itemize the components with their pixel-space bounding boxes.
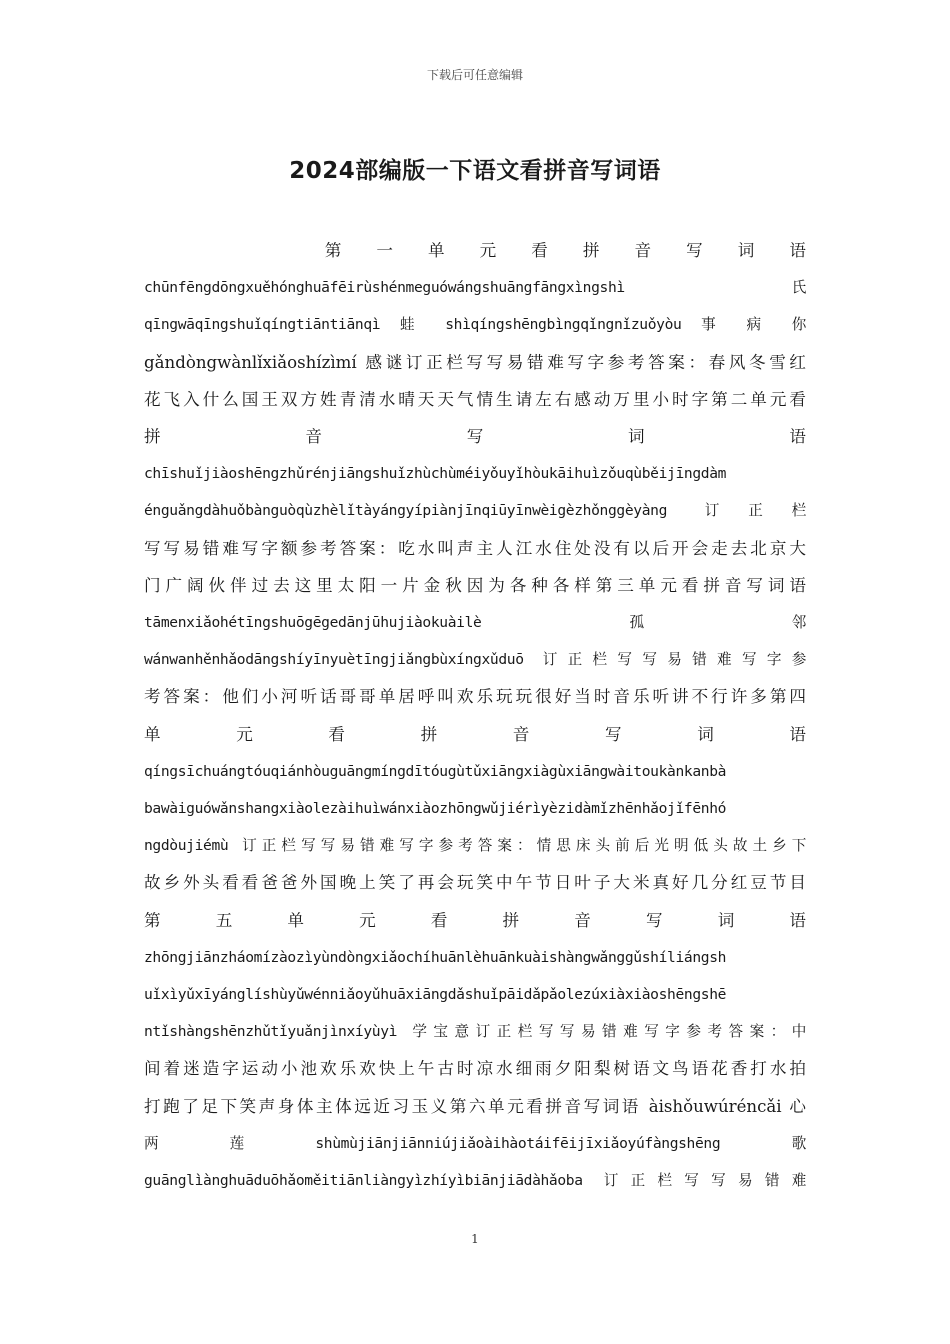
body-line: 故乡外头看看爸爸外国晚上笑了再会玩笑中午节日叶子大米真好几分红豆节目 — [144, 873, 806, 893]
body-line: bawàiguówǎnshangxiàolezàihuìwánxiàozhōngwǔjiérìyèzidàmǐzhēnhǎojǐfēnhó — [144, 800, 727, 818]
body-line: ngdòujiémù 订正栏写写易错难写字参考答案：情思床头前后光明低头故土乡下 — [144, 837, 806, 855]
body-line: chūnfēngdōngxuěhónghuāfēirùshénmeguówángshuāngfāngxìngshì 氏 — [144, 279, 806, 297]
body-line: guānglìànghuāduōhǎoměitiānliàngyìzhíyìbiānjiādàhǎoba 订正栏写写易错难 — [144, 1172, 806, 1190]
body-line: énguǎngdàhuǒbànguòqùzhèlǐtàyángyípiànjīnqiūyīnwèigèzhǒnggèyàng 订正栏 — [144, 502, 806, 520]
body-line: 花飞入什么国王双方姓青清水晴天天气情生请左右感动万里小时字第二单元看 — [144, 389, 806, 409]
body-line: qíngsīchuángtóuqiánhòuguāngmíngdītóugùtǔxiāngxiàgùxiāngwàitoukànkanbà — [144, 762, 727, 780]
document-body — [144, 232, 806, 1199]
document-title: 2024部编版一下语文看拼音写词语 — [289, 158, 661, 184]
body-line: 两 莲 shùmùjiānjiānniújiǎoàihàotáifēijīxiǎoyúfàngshēng 歌 — [144, 1134, 806, 1152]
body-line: 拼 音 写 词 语 — [144, 427, 806, 447]
body-line: uǐxìyǔxīyánglíshùyǔwénniǎoyǔhuāxiāngdǎshuǐpāidǎpǎolezúxiàxiàoshēngshē — [144, 986, 727, 1004]
body-line: tāmenxiǎohétīngshuōgēgedānjūhujiàokuàilè 孤 邻 — [144, 614, 806, 632]
body-line: 考答案：他们小河听话哥哥单居呼叫欢乐玩玩很好当时音乐听讲不行许多第四 — [144, 687, 806, 707]
body-line: 第 一 单 元 看 拼 音 写 词 语 — [144, 241, 806, 260]
page-header: 下载后可任意编辑 — [426, 68, 523, 82]
body-line: 门广阔伙伴过去这里太阳一片金秋因为各种各样第三单元看拼音写词语 — [144, 575, 806, 595]
body-line: 打跑了足下笑声身体主体远近习玉义第六单元看拼音写词语 àishǒuwúréncǎi 心 — [144, 1096, 806, 1116]
body-line: 第 五 单 元 看 拼 音 写 词 语 — [144, 910, 806, 930]
body-line: 写写易错难写字额参考答案：吃水叫声主人江水住处没有以后开会走去北京大 — [144, 538, 806, 558]
body-line: chīshuǐjiàoshēngzhǔrénjiāngshuǐzhùchùméiyǒuyǐhòukāihuìzǒuqùběijīngdàm — [144, 465, 727, 483]
body-line: 单 元 看 拼 音 写 词 语 — [144, 724, 806, 744]
body-line: zhōngjiānzháomízàozìyùndòngxiǎochíhuānlèhuānkuàishàngwǎnggǔshíliángsh — [144, 948, 727, 966]
page-number: 1 — [471, 1232, 479, 1246]
body-line: 间着迷造字运动小池欢乐欢快上午古时凉水细雨夕阳梨树语文鸟语花香打水拍 — [144, 1059, 806, 1079]
body-line: qīngwāqīngshuǐqíngtiāntiānqì 蛙 shìqíngshēngbìngqǐngnǐzuǒyòu 事 病 你 — [144, 316, 806, 334]
body-line: wánwanhěnhǎodāngshíyīnyuètīngjiǎngbùxíngxǔduō 订正栏写写易错难写字参 — [144, 651, 806, 669]
body-line: gǎndòngwànlǐxiǎoshízìmí 感谜订正栏写写易错难写字参考答案：春风冬雪红 — [144, 352, 806, 372]
body-line: ntǐshàngshēnzhǔtǐyuǎnjìnxíyùyì 学宝意订正栏写写易错难写字参考答案：中 — [144, 1023, 806, 1041]
